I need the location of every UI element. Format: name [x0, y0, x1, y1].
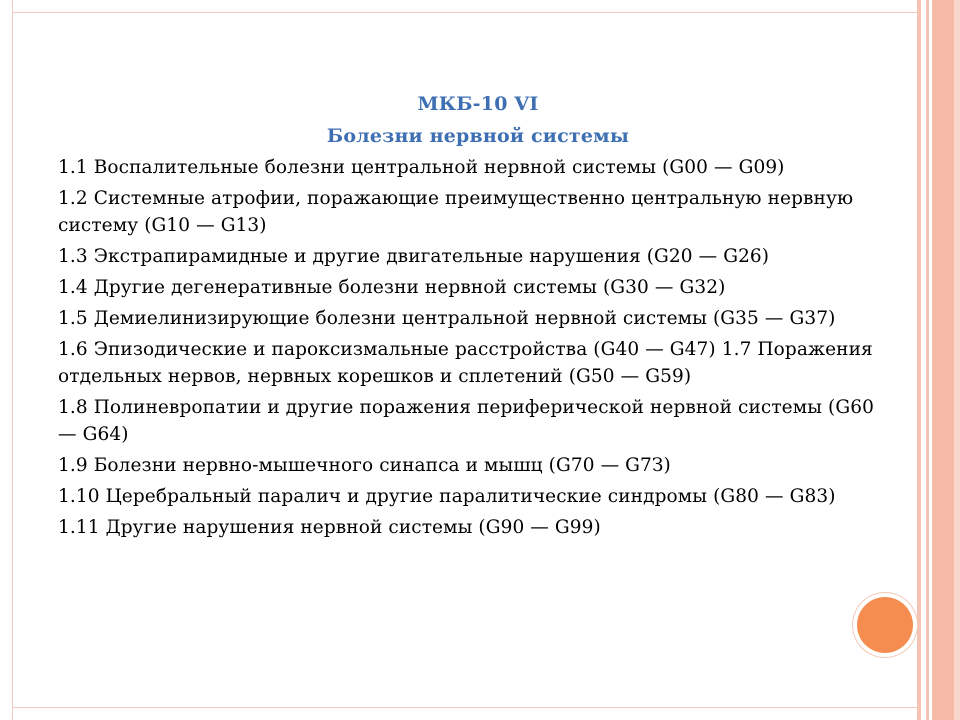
- decorative-stripe: [926, 0, 929, 720]
- list-item: 1.3 Экстрапирамидные и другие двигательные нарушения (G20 — G26): [58, 246, 770, 267]
- frame-border-top: [12, 12, 917, 13]
- list-item: 1.2 Системные атрофии, поражающие преимущественно центральную нервную систему (G10 — G13): [58, 188, 854, 236]
- decorative-stripe: [954, 0, 960, 720]
- slide-subtitle: Болезни нервной системы: [326, 125, 630, 147]
- list-item: 1.1 Воспалительные болезни центральной нервной системы (G00 — G09): [58, 157, 785, 178]
- list-item: 1.4 Другие дегенеративные болезни нервной системы (G30 — G32): [58, 277, 726, 298]
- slide-title: МКБ-10 VI: [417, 93, 539, 115]
- list-item: 1.8 Полиневропатии и другие поражения периферической нервной системы (G60 — G64): [58, 397, 874, 445]
- list-item: 1.9 Болезни нервно-мышечного синапса и мышц (G70 — G7З): [58, 455, 671, 476]
- frame-border-left: [12, 0, 13, 720]
- list-item: 1.10 Церебральный паралич и другие паралитические синдромы (G80 — G83): [58, 486, 836, 507]
- decorative-stripe: [917, 0, 921, 720]
- list-item: 1.5 Демиелинизирующие болезни центральной нервной системы (G35 — G37): [58, 308, 836, 329]
- slide-content: [58, 88, 898, 545]
- list-item: 1.11 Другие нарушения нервной системы (G90 — G99): [58, 517, 601, 538]
- list-item: 1.6 Эпизодические и пароксизмальные расстройства (G40 — G47) 1.7 Поражения отдельных нервов, нервных корешков и сплетений (G50 — G59): [58, 339, 873, 387]
- decorative-circle-icon: [857, 597, 913, 653]
- decorative-stripe: [932, 0, 954, 720]
- frame-border-bottom: [12, 707, 917, 708]
